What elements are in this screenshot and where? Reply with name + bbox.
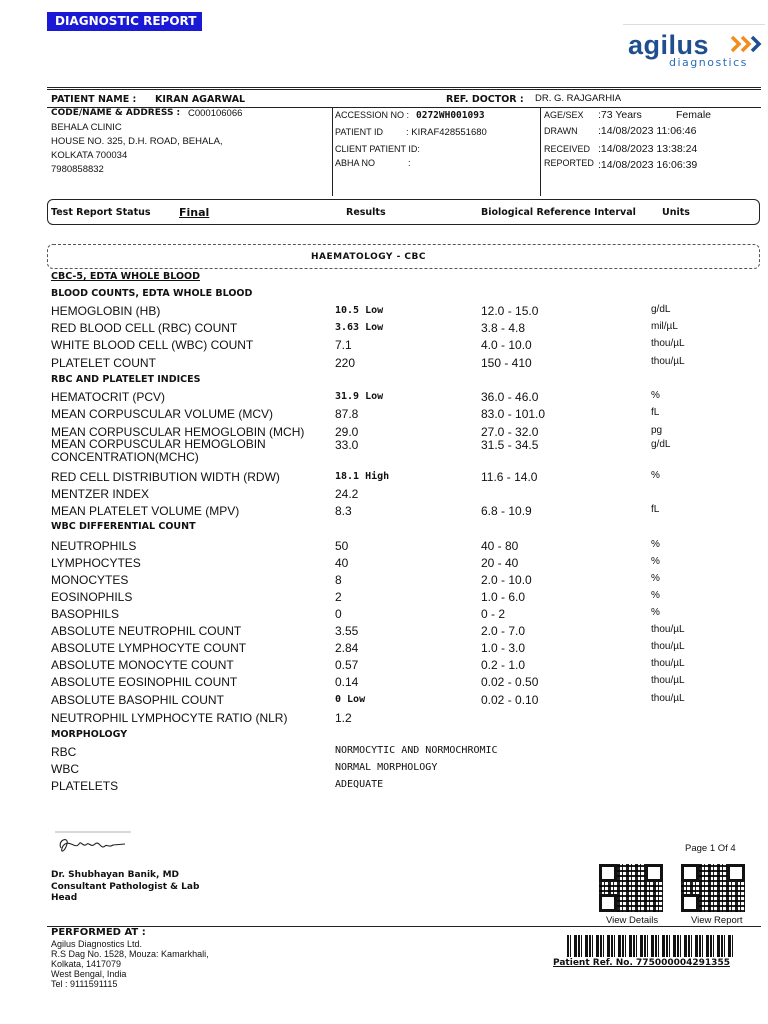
- test-unit: g/dL: [651, 304, 671, 315]
- morphology-result: ADEQUATE: [335, 779, 384, 790]
- morphology-result: NORMAL MORPHOLOGY: [335, 762, 438, 773]
- footer-rule: [47, 926, 761, 927]
- morphology-row: [0, 762, 768, 779]
- table-row: [0, 693, 768, 710]
- test-name: RED CELL DISTRIBUTION WIDTH (RDW): [51, 470, 280, 484]
- patient-age: :73 Years: [598, 109, 642, 121]
- table-row: [0, 487, 768, 504]
- patient-ref-number: Patient Ref. No. 775000004291355: [553, 958, 730, 968]
- reference-interval: 0 - 2: [481, 607, 506, 621]
- table-row: [0, 390, 768, 407]
- units-header: Units: [662, 207, 690, 218]
- test-result-flagged: 3.63 Low: [335, 322, 384, 333]
- test-name: ABSOLUTE LYMPHOCYTE COUNT: [51, 641, 247, 655]
- test-result: 0.14: [335, 675, 359, 689]
- table-row: [0, 711, 768, 728]
- test-name: RED BLOOD CELL (RBC) COUNT: [51, 321, 238, 335]
- brand-logo-subtitle: diagnostics: [669, 56, 748, 69]
- table-row: [0, 338, 768, 355]
- subsection-title: MORPHOLOGY: [51, 729, 128, 740]
- test-name: MENTZER INDEX: [51, 487, 150, 501]
- test-unit: %: [651, 590, 660, 601]
- lab-line-1: Agilus Diagnostics Ltd.: [51, 939, 143, 949]
- test-unit: %: [651, 539, 660, 550]
- test-result: 40: [335, 556, 349, 570]
- doctor-signature: [55, 830, 133, 858]
- test-result-flagged: 10.5 Low: [335, 305, 384, 316]
- reference-interval: 150 - 410: [481, 356, 532, 370]
- test-unit: %: [651, 556, 660, 567]
- reference-interval: 2.0 - 7.0: [481, 624, 526, 638]
- address-line-2: HOUSE NO. 325, D.H. ROAD, BEHALA,: [51, 136, 223, 147]
- table-row: [0, 356, 768, 373]
- test-result: 24.2: [335, 487, 359, 501]
- morphology-row: [0, 745, 768, 762]
- reference-interval: 2.0 - 10.0: [481, 573, 532, 587]
- reference-interval: 3.8 - 4.8: [481, 321, 526, 335]
- column-divider-2: [540, 108, 541, 196]
- ref-doctor: DR. G. RAJGARHIA: [535, 93, 622, 104]
- results-header: Results: [346, 207, 386, 218]
- morphology-result: NORMOCYTIC AND NORMOCHROMIC: [335, 745, 498, 756]
- test-name: ABSOLUTE BASOPHIL COUNT: [51, 693, 224, 707]
- drawn-label: DRAWN: [544, 126, 578, 136]
- table-row: [0, 675, 768, 692]
- test-name-line-2: CONCENTRATION(MCHC): [51, 450, 199, 464]
- reference-interval: 31.5 - 34.5: [481, 438, 539, 452]
- test-result: 29.0: [335, 425, 359, 439]
- test-name: PLATELET COUNT: [51, 356, 156, 370]
- test-name: ABSOLUTE MONOCYTE COUNT: [51, 658, 234, 672]
- client-code: C000106066: [188, 108, 243, 119]
- subsection-header: [0, 521, 768, 538]
- test-result: 2: [335, 590, 342, 604]
- test-unit: %: [651, 573, 660, 584]
- morphology-name: RBC: [51, 745, 77, 759]
- bio-ref-header: Biological Reference Interval: [481, 207, 636, 218]
- accession-number: 0272WH001093: [416, 110, 485, 121]
- subsection-header: [0, 374, 768, 391]
- table-row: [0, 556, 768, 573]
- view-details-link[interactable]: View Details: [606, 915, 659, 926]
- test-result-flagged: 18.1 High: [335, 471, 390, 482]
- patient-id: : KIRAF428551680: [406, 127, 487, 138]
- brand-logo: agilus: [628, 30, 710, 60]
- test-result-flagged: 0 Low: [335, 694, 366, 705]
- table-row: [0, 573, 768, 590]
- report-status-bar: [47, 199, 760, 225]
- table-row: [0, 304, 768, 321]
- address-line-3: KOLKATA 700034: [51, 150, 128, 161]
- lab-line-3: Kolkata, 1417079: [51, 959, 122, 969]
- patient-name-label: PATIENT NAME :: [51, 94, 137, 105]
- test-unit: thou/µL: [651, 693, 685, 704]
- test-name: BASOPHILS: [51, 607, 120, 621]
- client-patient-id-label: CLIENT PATIENT ID:: [335, 144, 420, 154]
- section-title: HAEMATOLOGY - CBC: [311, 252, 427, 262]
- patient-id-label: PATIENT ID: [335, 127, 384, 137]
- view-details-qr-code[interactable]: [599, 864, 663, 912]
- test-name: EOSINOPHILS: [51, 590, 133, 604]
- received-label: RECEIVED: [544, 144, 591, 154]
- test-name: HEMOGLOBIN (HB): [51, 304, 161, 318]
- table-row: [0, 407, 768, 424]
- test-result: 87.8: [335, 407, 359, 421]
- doctor-title-line-2: Head: [51, 893, 78, 903]
- morphology-name: PLATELETS: [51, 779, 119, 793]
- test-name: MEAN CORPUSCULAR HEMOGLOBIN: [51, 437, 266, 451]
- test-name: HEMATOCRIT (PCV): [51, 390, 166, 404]
- abha-label: ABHA NO: [335, 158, 376, 168]
- test-panel-title: CBC-5, EDTA WHOLE BLOOD: [51, 271, 200, 282]
- address-phone: 7980858832: [51, 164, 104, 175]
- column-divider-1: [332, 108, 333, 196]
- test-name: ABSOLUTE NEUTROPHIL COUNT: [51, 624, 242, 638]
- ref-doctor-label: REF. DOCTOR :: [446, 94, 524, 105]
- test-name: ABSOLUTE EOSINOPHIL COUNT: [51, 675, 238, 689]
- test-result: 0: [335, 607, 342, 621]
- reference-interval: 4.0 - 10.0: [481, 338, 532, 352]
- patient-ref-barcode: [567, 935, 733, 957]
- received-datetime: :14/08/2023 13:38:24: [598, 143, 698, 155]
- reference-interval: 11.6 - 14.0: [481, 470, 538, 484]
- test-name: MONOCYTES: [51, 573, 129, 587]
- test-unit: thou/µL: [651, 338, 685, 349]
- reference-interval: 1.0 - 6.0: [481, 590, 526, 604]
- lab-phone: Tel : 9111591115: [51, 979, 118, 989]
- reference-interval: 0.02 - 0.10: [481, 693, 539, 707]
- reference-interval: 6.8 - 10.9: [481, 504, 532, 518]
- subsection-title: BLOOD COUNTS, EDTA WHOLE BLOOD: [51, 288, 253, 299]
- test-result: 1.2: [335, 711, 352, 725]
- test-result: 8: [335, 573, 342, 587]
- subsection-header: [0, 729, 768, 746]
- test-unit: thou/µL: [651, 356, 685, 367]
- test-result: 0.57: [335, 658, 359, 672]
- table-row: [0, 470, 768, 487]
- test-unit: fL: [651, 504, 660, 515]
- morphology-name: WBC: [51, 762, 79, 776]
- reference-interval: 0.2 - 1.0: [481, 658, 526, 672]
- test-result: 2.84: [335, 641, 359, 655]
- reference-interval: 40 - 80: [481, 539, 519, 553]
- test-unit: thou/µL: [651, 624, 685, 635]
- table-row: [0, 321, 768, 338]
- age-sex-label: AGE/SEX: [544, 110, 584, 120]
- accession-label: ACCESSION NO :: [335, 110, 410, 120]
- report-type-badge: DIAGNOSTIC REPORT: [47, 12, 202, 31]
- test-name: WHITE BLOOD CELL (WBC) COUNT: [51, 338, 254, 352]
- test-unit: pg: [651, 425, 663, 436]
- test-name: NEUTROPHILS: [51, 539, 137, 553]
- test-unit: g/dL: [651, 439, 671, 450]
- table-row: [0, 504, 768, 521]
- subsection-title: RBC AND PLATELET INDICES: [51, 374, 201, 385]
- test-name: MEAN CORPUSCULAR HEMOGLOBIN (MCH): [51, 425, 305, 439]
- patient-sex: Female: [676, 109, 712, 121]
- test-unit: thou/µL: [651, 675, 685, 686]
- table-row: [0, 624, 768, 641]
- performed-at-label: PERFORMED AT :: [51, 927, 146, 938]
- test-unit: %: [651, 390, 660, 401]
- test-result: 33.0: [335, 438, 359, 452]
- morphology-row: [0, 779, 768, 796]
- reported-datetime: :14/08/2023 16:06:39: [598, 159, 698, 171]
- drawn-datetime: :14/08/2023 11:06:46: [598, 125, 697, 137]
- patient-name: KIRAN AGARWAL: [155, 94, 246, 105]
- test-result: 8.3: [335, 504, 352, 518]
- code-label: CODE/NAME & ADDRESS :: [51, 108, 181, 118]
- doctor-name: Dr. Shubhayan Banik, MD: [51, 870, 179, 880]
- test-name: LYMPHOCYTES: [51, 556, 141, 570]
- test-unit: mil/µL: [651, 321, 678, 332]
- lab-line-2: R.S Dag No. 1528, Mouza: Kamarkhali,: [51, 949, 209, 959]
- subsection-title: WBC DIFFERENTIAL COUNT: [51, 521, 196, 532]
- table-row: [0, 641, 768, 658]
- table-row: [0, 590, 768, 607]
- test-result: 220: [335, 356, 356, 370]
- table-row: [0, 539, 768, 556]
- test-name: MEAN PLATELET VOLUME (MPV): [51, 504, 240, 518]
- view-report-qr-code[interactable]: [681, 864, 745, 912]
- header-rule-top-2: [47, 89, 761, 90]
- logo-divider: [623, 24, 765, 25]
- table-row: [0, 607, 768, 624]
- test-unit: %: [651, 470, 660, 481]
- doctor-title-line-1: Consultant Pathologist & Lab: [51, 882, 200, 892]
- reference-interval: 83.0 - 101.0: [481, 407, 546, 421]
- test-result: 7.1: [335, 338, 352, 352]
- reference-interval: 36.0 - 46.0: [481, 390, 539, 404]
- test-unit: thou/µL: [651, 641, 685, 652]
- abha-separator: :: [408, 158, 411, 169]
- test-name: NEUTROPHIL LYMPHOCYTE RATIO (NLR): [51, 711, 288, 725]
- view-report-link[interactable]: View Report: [691, 915, 743, 926]
- test-result: 50: [335, 539, 349, 553]
- table-row: [0, 437, 768, 464]
- address-line-1: BEHALA CLINIC: [51, 122, 122, 133]
- reference-interval: 27.0 - 32.0: [481, 425, 539, 439]
- test-unit: thou/µL: [651, 658, 685, 669]
- header-rule-top: [47, 87, 761, 88]
- test-unit: fL: [651, 407, 660, 418]
- subsection-header: [0, 288, 768, 305]
- page-number: Page 1 Of 4: [685, 843, 736, 854]
- logo-chevrons-icon: [730, 33, 764, 55]
- test-unit: %: [651, 607, 660, 618]
- test-result-flagged: 31.9 Low: [335, 391, 384, 402]
- test-name: MEAN CORPUSCULAR VOLUME (MCV): [51, 407, 274, 421]
- table-row: [0, 658, 768, 675]
- reference-interval: 20 - 40: [481, 556, 519, 570]
- reference-interval: 12.0 - 15.0: [481, 304, 539, 318]
- status-label: Test Report Status: [51, 207, 151, 218]
- reported-label: REPORTED: [544, 158, 594, 168]
- lab-line-4: West Bengal, India: [51, 969, 127, 979]
- status-value: Final: [179, 206, 210, 219]
- reference-interval: 0.02 - 0.50: [481, 675, 539, 689]
- reference-interval: 1.0 - 3.0: [481, 641, 526, 655]
- test-result: 3.55: [335, 624, 359, 638]
